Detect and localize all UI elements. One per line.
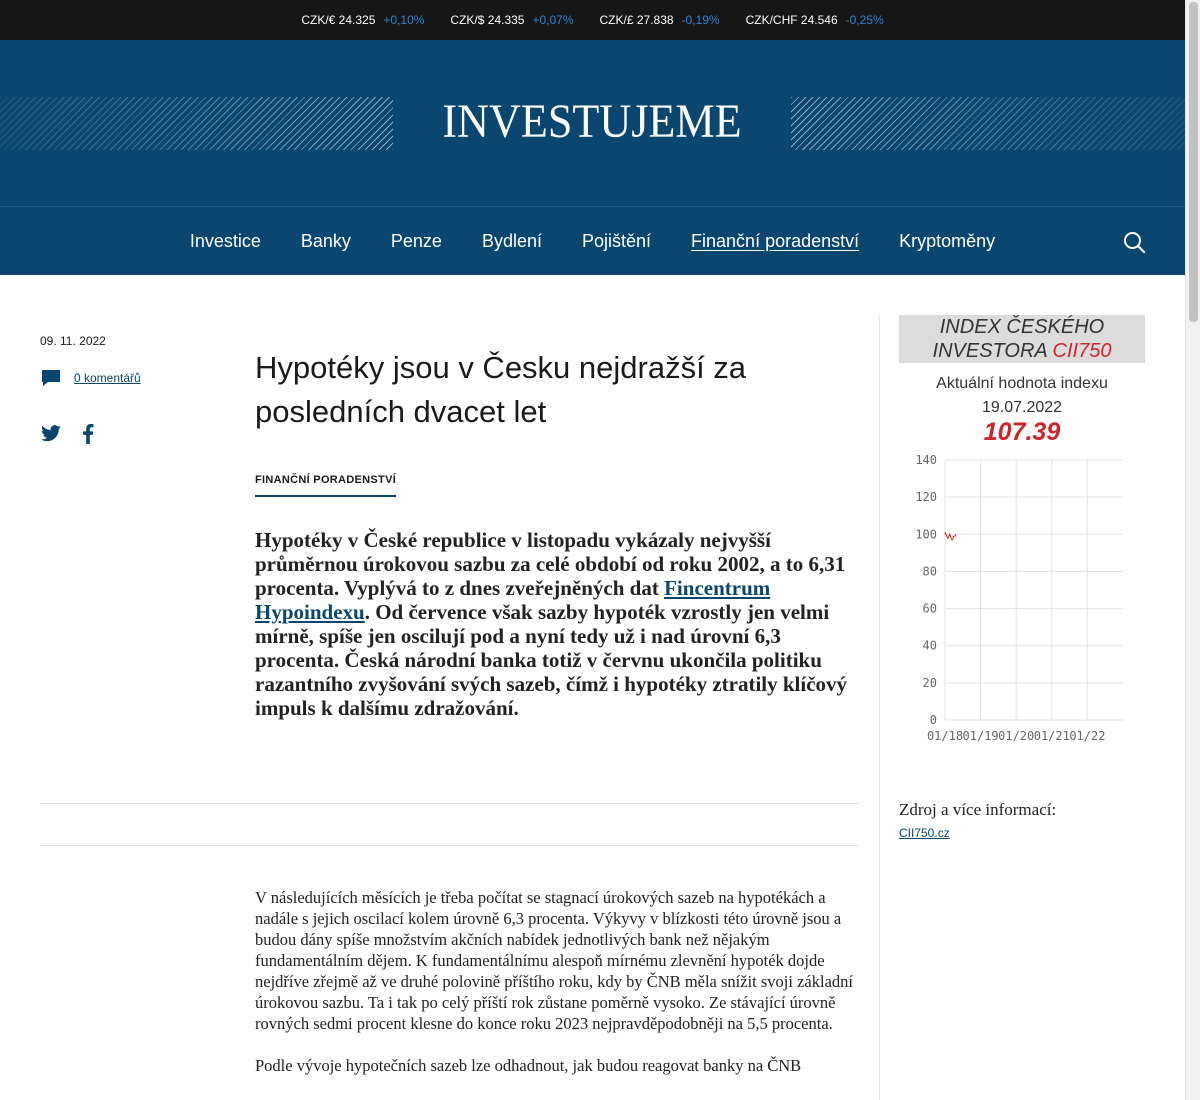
index-code: CII750 bbox=[1052, 340, 1112, 362]
index-current-value: 107.39 bbox=[983, 418, 1061, 446]
lead-text-end: . Od července však sazby hypoték vzrostly jen velmi mírně, spíše jen oscilují pod a nyní tedy už i nad úrovní 6,3 procenta. Česká národní banka totiž v červnu ukončila politiku razantního zvyšování svých sazeb, čímž i hypotéky ztratily klíčový impuls k dalšímu zdražování. bbox=[255, 600, 848, 720]
chart-x-tick-label: 01/18 bbox=[926, 729, 964, 743]
ticker-change: +0,07% bbox=[532, 13, 574, 27]
index-chart bbox=[899, 450, 1145, 750]
chart-y-tick-label: 0 bbox=[929, 713, 937, 727]
nav-item-penze[interactable]: Penze bbox=[390, 231, 442, 251]
source-link[interactable]: CII750.cz bbox=[899, 826, 950, 840]
chart-y-tick-label: 60 bbox=[922, 601, 937, 616]
site-header bbox=[0, 40, 1185, 206]
nav-item-banky[interactable]: Banky bbox=[300, 231, 351, 251]
main-nav bbox=[0, 206, 1185, 275]
index-title-line2 bbox=[899, 339, 1145, 363]
comments-link[interactable]: 0 komentářů bbox=[74, 371, 141, 385]
source-label: Zdroj a více informací: bbox=[899, 800, 1057, 819]
search-icon bbox=[1122, 230, 1146, 254]
ticker-change: +0,10% bbox=[383, 13, 425, 27]
chart-y-tick-label: 100 bbox=[915, 527, 937, 542]
nav-item-investice[interactable]: Investice bbox=[189, 231, 261, 251]
chart-y-tick-label: 80 bbox=[922, 564, 937, 579]
ticker-item bbox=[301, 13, 424, 27]
site-logo[interactable]: INVESTUJEME bbox=[442, 95, 742, 148]
ticker-pair: CZK/CHF 24.546 bbox=[745, 13, 838, 27]
ticker-item bbox=[600, 13, 720, 27]
chart-series-line bbox=[945, 532, 956, 540]
page-scrollbar[interactable] bbox=[1185, 0, 1200, 1100]
index-current-info bbox=[899, 372, 1145, 420]
ticker-item bbox=[746, 13, 884, 27]
ticker-pair: CZK/€ 24.325 bbox=[301, 13, 376, 27]
lead-text-start: Hypotéky v České republice v listopadu vykázaly nejvyšší průměrnou úrokovou sazbu za celé období od roku 2002, a to 6,31 procenta. Vyplývá to z dnes zveřejněných dat bbox=[255, 528, 846, 600]
ticker-item bbox=[450, 13, 573, 27]
chart-x-tick-label: 01/20 bbox=[998, 729, 1035, 743]
header-decoration-left bbox=[0, 97, 393, 150]
index-current-date: 19.07.2022 bbox=[981, 399, 1063, 416]
article-paragraph: Podle vývoje hypotečních sazeb lze odhadnout, jak budou reagovat banky na ČNB bbox=[255, 1056, 802, 1075]
chart-x-tick-label: 01/19 bbox=[962, 729, 999, 743]
article-category[interactable]: FINANČNÍ PORADENSTVÍ bbox=[255, 474, 396, 497]
nav-item-bydleni[interactable]: Bydlení bbox=[481, 231, 542, 251]
comments-block bbox=[40, 368, 141, 388]
ticker-pair: CZK/£ 27.838 bbox=[599, 13, 674, 27]
search-button[interactable] bbox=[1122, 230, 1146, 254]
chart-x-tick-label: 01/22 bbox=[1069, 729, 1106, 743]
index-widget-title bbox=[899, 315, 1145, 363]
article-body bbox=[255, 887, 855, 1076]
index-title-line1: INDEX ČESKÉHO bbox=[939, 316, 1105, 338]
divider bbox=[40, 845, 859, 846]
index-title-line2-text: INVESTORA bbox=[932, 340, 1053, 362]
nav-list bbox=[0, 207, 1185, 276]
sidebar-divider bbox=[879, 315, 880, 1100]
article-date: 09. 11. 2022 bbox=[40, 334, 106, 348]
lead-link[interactable]: Fincentrum Hypoindexu bbox=[255, 576, 771, 624]
chart-x-tick-label: 01/21 bbox=[1033, 729, 1070, 743]
divider bbox=[40, 803, 859, 804]
nav-item-kryptomeny[interactable]: Kryptoměny bbox=[899, 231, 996, 251]
chart-y-tick-label: 120 bbox=[915, 490, 937, 505]
comment-icon bbox=[40, 368, 62, 388]
twitter-icon[interactable] bbox=[40, 425, 62, 443]
nav-item-financni-poradenstvi[interactable]: Finanční poradenství bbox=[691, 231, 860, 251]
share-buttons bbox=[40, 424, 94, 444]
article-paragraph: V následujících měsících je třeba počítat se stagnací úrokových sazeb na hypotékách a nadále s jejich oscilací kolem úrovně 6,3 procenta. Výkyvy v blízkosti této úrovně jsou a budou dány spíše množstvím akčních nabídek jednotlivých bank než nějakým fundamentálním dějem. K fundamentálnímu alespoň mírnému zlevnění hypoték dojde nejdříve zřejmě až ve druhé polovině příštího roku, kdy by ČNB měla snížit svoji základní úrokovou sazbu. Ta i tak po celý příští rok zůstane poměrně vysoko. Ze stávající úrovně rovných sedmi procent klesne do konce roku 2023 nejpravděpodobněji na 5,5 procenta. bbox=[255, 888, 853, 1033]
ticker-change: -0,25% bbox=[845, 13, 884, 27]
ticker-change: -0,19% bbox=[681, 13, 720, 27]
header-decoration-right bbox=[791, 97, 1185, 150]
nav-item-pojisteni[interactable]: Pojištění bbox=[581, 231, 652, 251]
chart-y-tick-label: 140 bbox=[915, 453, 937, 467]
article-title: Hypotéky jsou v Česku nejdražší za posledních dvacet let bbox=[255, 350, 747, 429]
index-current-label: Aktuální hodnota indexu bbox=[936, 375, 1108, 392]
chart-y-tick-label: 20 bbox=[922, 675, 937, 690]
article-lead bbox=[255, 528, 859, 720]
scrollbar-thumb[interactable] bbox=[1189, 2, 1198, 322]
facebook-icon[interactable] bbox=[82, 424, 94, 444]
chart-y-tick-label: 40 bbox=[922, 638, 937, 653]
currency-ticker bbox=[0, 0, 1185, 40]
ticker-pair: CZK/$ 24.335 bbox=[450, 13, 525, 27]
